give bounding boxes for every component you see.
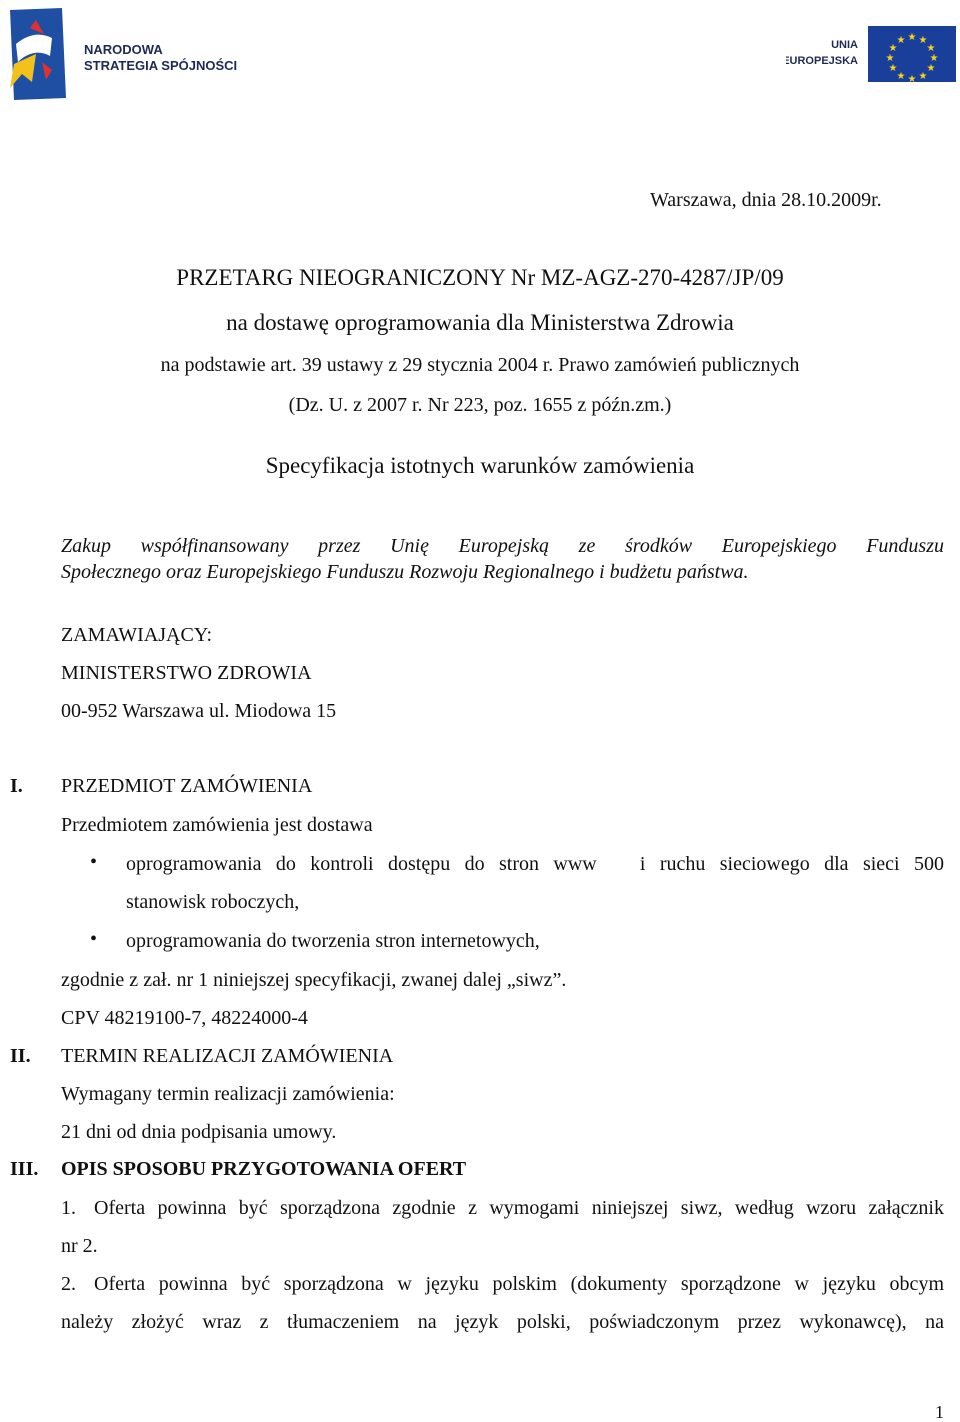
section-1-intro: Przedmiotem zamówienia jest dostawa (61, 814, 373, 836)
svg-text:★: ★ (907, 74, 917, 84)
svg-text:UNIA: UNIA (831, 39, 858, 51)
section-1-heading: PRZEDMIOT ZAMÓWIENIA (61, 775, 313, 797)
section-3-heading: OPIS SPOSOBU PRZYGOTOWANIA OFERT (61, 1158, 467, 1180)
client-address: 00-952 Warszawa ul. Miodowa 15 (61, 700, 337, 722)
svg-text:NARODOWA: NARODOWA (84, 42, 163, 57)
item-1-number: 1. (61, 1197, 76, 1219)
document-date: Warszawa, dnia 28.10.2009r. (650, 189, 882, 211)
section-2-heading: TERMIN REALIZACJI ZAMÓWIENIA (61, 1045, 394, 1067)
nss-logo (6, 4, 246, 102)
svg-text:★: ★ (926, 43, 936, 54)
tender-title: PRZETARG NIEOGRANICZONY Nr MZ-AGZ-270-4287/JP/09 (176, 265, 784, 290)
svg-text:★: ★ (918, 71, 928, 82)
svg-text:EUROPEJSKA: EUROPEJSKA (786, 55, 858, 67)
section-2-line-2: 21 dni od dnia podpisania umowy. (61, 1121, 337, 1143)
client-name: MINISTERSTWO ZDROWIA (61, 662, 312, 684)
section-1-reference: zgodnie z zał. nr 1 niniejszej specyfikacji, zwanej dalej „siwz”. (61, 969, 567, 991)
section-1-number: I. (10, 775, 23, 797)
section-2-line-1: Wymagany termin realizacji zamówienia: (61, 1083, 395, 1105)
bullet-icon: • (90, 851, 98, 873)
svg-text:★: ★ (918, 35, 928, 46)
page-number: 1 (935, 1402, 944, 1422)
client-label: ZAMAWIAJĄCY: (61, 624, 212, 646)
svg-text:★: ★ (907, 32, 917, 43)
legal-basis-line-1: na podstawie art. 39 ustawy z 29 stycznia 2004 r. Prawo zamówień publicznych (160, 354, 800, 376)
item-2-number: 2. (61, 1273, 76, 1295)
item-2-line-2: należy złożyć wraz z tłumaczeniem na język polski, poświadczonym przez wykonawcę), na (61, 1311, 944, 1333)
svg-text:★: ★ (885, 53, 895, 64)
funding-line-2: Społecznego oraz Europejskiego Funduszu Rozwoju Regionalnego i budżetu państwa. (61, 561, 749, 583)
svg-text:STRATEGIA SPÓJNOŚCI: STRATEGIA SPÓJNOŚCI (84, 58, 238, 73)
bullet-icon: • (90, 928, 98, 950)
item-1-line-2: nr 2. (61, 1235, 98, 1257)
item-2-line-1: Oferta powinna być sporządzona w języku polskim (dokumenty sporządzone w języku obcym (94, 1273, 944, 1295)
svg-text:★: ★ (926, 63, 936, 74)
section-1-bullet-1-line-2: stanowisk roboczych, (126, 891, 300, 913)
cpv-codes: CPV 48219100-7, 48224000-4 (61, 1007, 308, 1029)
funding-line-1: Zakup współfinansowany przez Unię Europejską ze środków Europejskiego Funduszu (61, 535, 944, 557)
spec-title: Specyfikacja istotnych warunków zamówienia (265, 453, 695, 478)
legal-basis-line-2: (Dz. U. z 2007 r. Nr 223, poz. 1655 z późn.zm.) (288, 394, 672, 416)
section-3-number: III. (10, 1158, 39, 1180)
item-1-line-1: Oferta powinna być sporządzona zgodnie z wymogami niniejszej siwz, według wzoru załącznik (94, 1197, 944, 1219)
svg-text:★: ★ (888, 63, 898, 74)
svg-text:★: ★ (896, 35, 906, 46)
eu-logo (786, 24, 958, 84)
svg-text:★: ★ (929, 53, 939, 64)
section-1-bullet-2: oprogramowania do tworzenia stron internetowych, (126, 930, 540, 952)
svg-text:★: ★ (888, 43, 898, 54)
svg-text:★: ★ (896, 71, 906, 82)
section-2-number: II. (10, 1045, 31, 1067)
section-1-bullet-1-line-1: oprogramowania do kontroli dostępu do stron www i ruchu sieciowego dla sieci 500 (126, 853, 944, 875)
tender-subtitle: na dostawę oprogramowania dla Ministerstwa Zdrowia (226, 310, 734, 335)
